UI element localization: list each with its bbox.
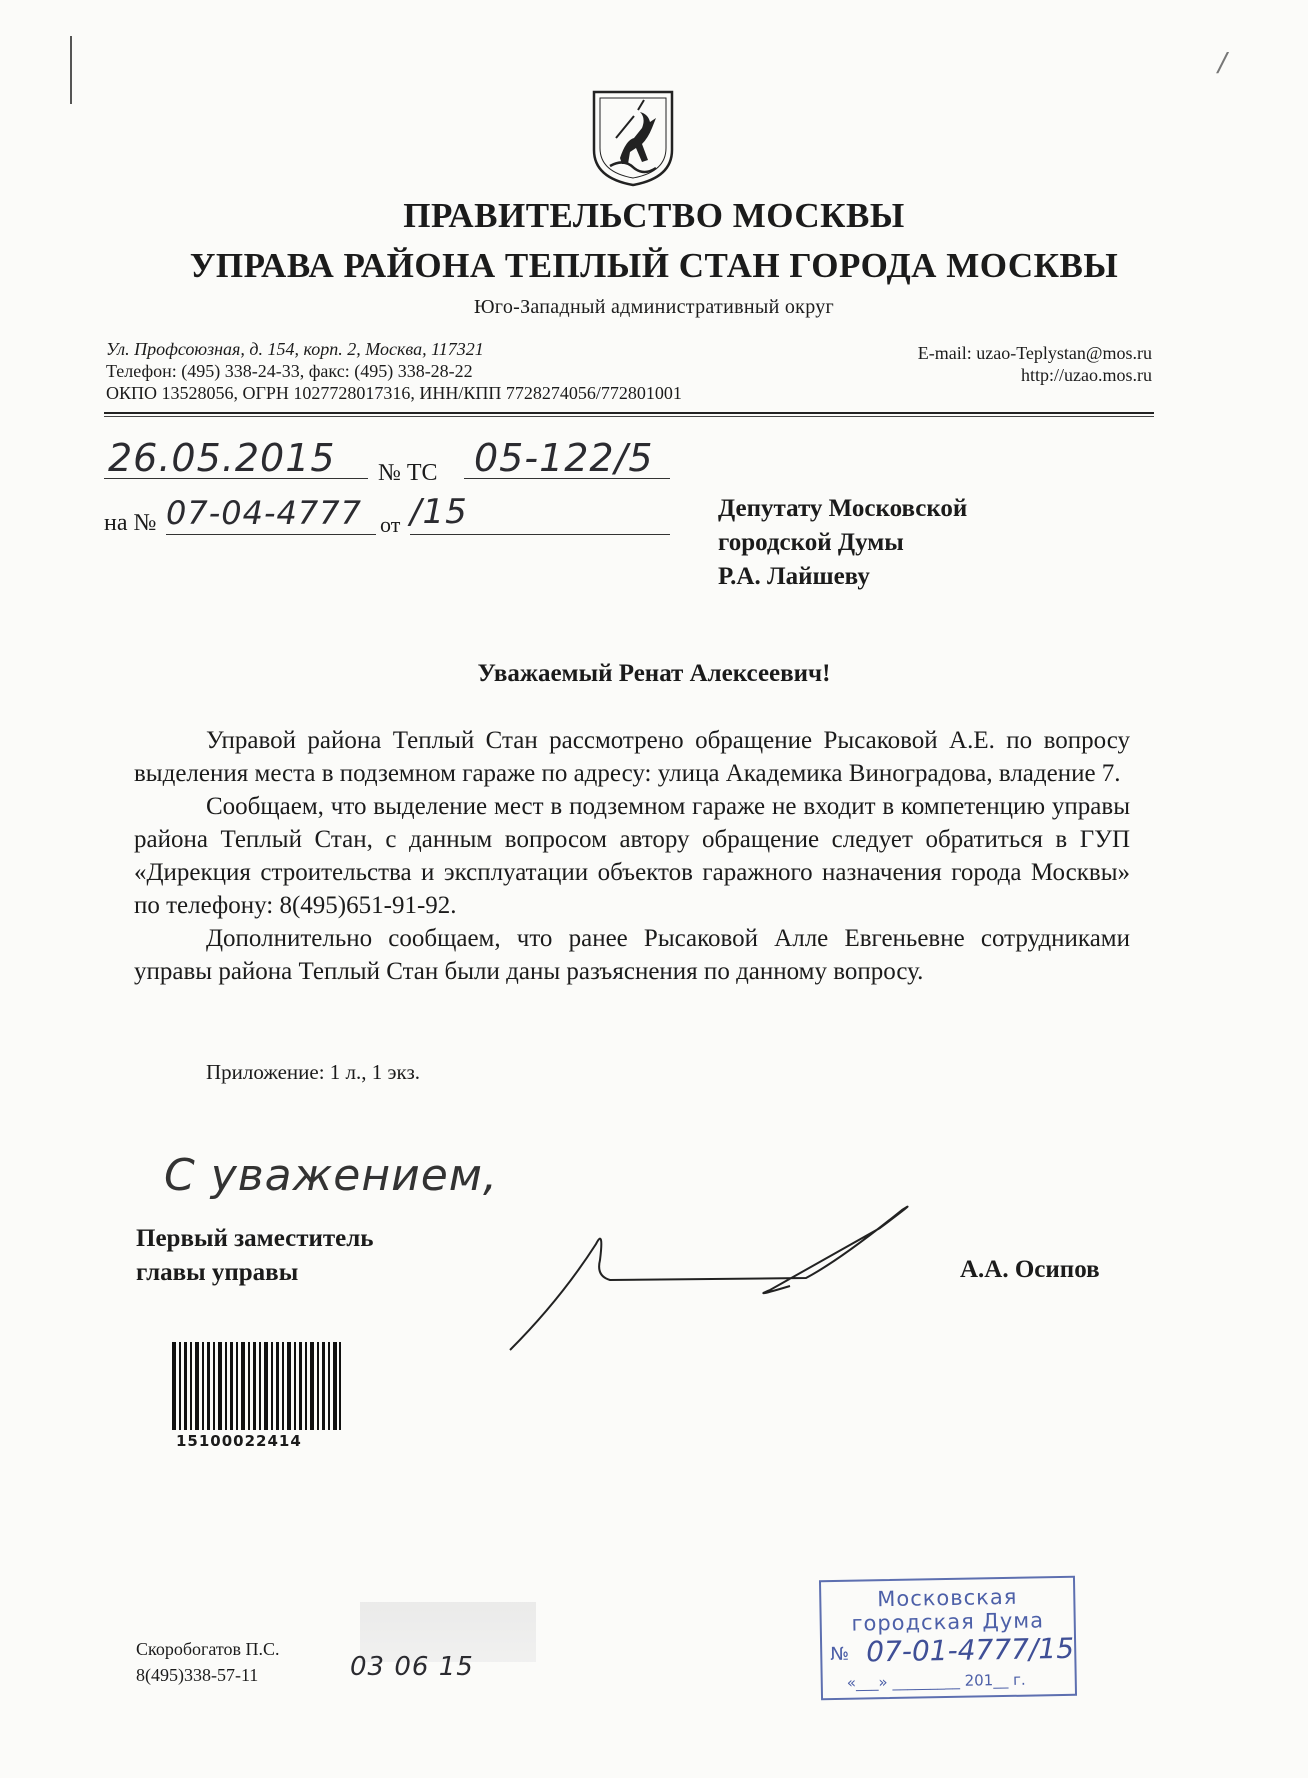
reply-label: на №	[104, 510, 157, 536]
reply-number-value: 07-04-4777	[166, 494, 362, 532]
appendix: Приложение: 1 л., 1 экз.	[206, 1060, 421, 1084]
contacts-block	[880, 342, 1152, 386]
date-field	[104, 436, 368, 480]
header-rule	[104, 412, 1154, 414]
email: E-mail: uzao-Teplystan@mos.ru	[917, 343, 1152, 363]
barcode-number: 15100022414	[176, 1432, 302, 1450]
paragraph-3: Дополнительно сообщаем, что ранее Рысаковой Алле Евгеньевне сотрудниками управы района Теплый Стан были даны разъяснения по данному вопросу.	[134, 925, 1130, 985]
from-field	[410, 492, 670, 535]
stamp-line1: Московская	[877, 1584, 1018, 1612]
government-title: ПРАВИТЕЛЬСТВО МОСКВЫ	[403, 196, 905, 235]
number-label: № ТС	[378, 460, 438, 486]
received-date: 03 06 15	[350, 1652, 474, 1682]
stamp-date-line: «___» _________ 201__ г.	[846, 1670, 1026, 1692]
duma-registration-stamp	[819, 1576, 1077, 1700]
paragraph-1: Управой района Теплый Стан рассмотрено обращение Рысаковой А.Е. по вопросу выделения места в подземном гараже по адресу: улица Академика Виноградова, владение 7.	[134, 727, 1130, 787]
scan-mark-left	[70, 36, 72, 104]
signatory-title	[136, 1222, 374, 1290]
moscow-coat-of-arms-icon	[590, 88, 676, 188]
postal-address: Ул. Профсоюзная, д. 154, корп. 2, Москва, 117321	[106, 339, 484, 359]
executor-block	[136, 1636, 280, 1688]
number-value: 05-122/5	[474, 436, 654, 480]
signature-scribble	[500, 1180, 940, 1360]
addressee-line1: Депутату Московской	[718, 495, 968, 522]
signatory-title-line2: главы управы	[136, 1259, 299, 1286]
greeting: Уважаемый Ренат Алексеевич!	[477, 660, 831, 687]
from-label: от	[380, 512, 401, 537]
okrug-subtitle: Юго-Западный административный округ	[473, 296, 835, 318]
registry-codes: ОКПО 13528056, ОГРН 1027728017316, ИНН/КПП 7728274056/772801001	[106, 383, 682, 403]
letter-body	[134, 724, 1130, 988]
reply-number-field	[166, 494, 376, 535]
addressee-block	[718, 492, 967, 594]
handwritten-regards: С уважением,	[164, 1150, 498, 1201]
signatory-title-line1: Первый заместитель	[136, 1225, 374, 1252]
phone-fax: Телефон: (495) 338-24-33, факс: (495) 338-28-22	[106, 361, 473, 381]
header-rule-thin	[104, 416, 1154, 417]
address-block	[106, 338, 682, 404]
from-value: /15	[410, 492, 468, 532]
stamp-number-label: №	[830, 1643, 850, 1666]
stamp-number: 07-01-4777/15	[865, 1631, 1075, 1669]
executor-phone: 8(495)338-57-11	[136, 1665, 259, 1685]
website: http://uzao.mos.ru	[1021, 365, 1152, 385]
barcode-icon	[172, 1342, 342, 1430]
addressee-line3: Р.А. Лайшеву	[718, 563, 870, 590]
date-value: 26.05.2015	[108, 436, 336, 480]
executor-name: Скоробогатов П.С.	[136, 1639, 280, 1659]
signatory-name: А.А. Осипов	[960, 1256, 1100, 1283]
uprava-title: УПРАВА РАЙОНА ТЕПЛЫЙ СТАН ГОРОДА МОСКВЫ	[189, 246, 1119, 285]
paragraph-2: Сообщаем, что выделение мест в подземном гараже не входит в компетенцию управы района Теплый Стан, с данным вопросом автору обращение следует обратиться в ГУП «Дирекция строительства и эксплуатации объектов гаражного назначения города Москвы» по телефону: 8(495)651-91-92.	[134, 793, 1130, 919]
addressee-line2: городской Думы	[718, 529, 904, 556]
number-field	[464, 436, 670, 480]
stamp-line2: городская Дума	[851, 1608, 1045, 1636]
scan-mark-right: /	[1218, 48, 1228, 78]
